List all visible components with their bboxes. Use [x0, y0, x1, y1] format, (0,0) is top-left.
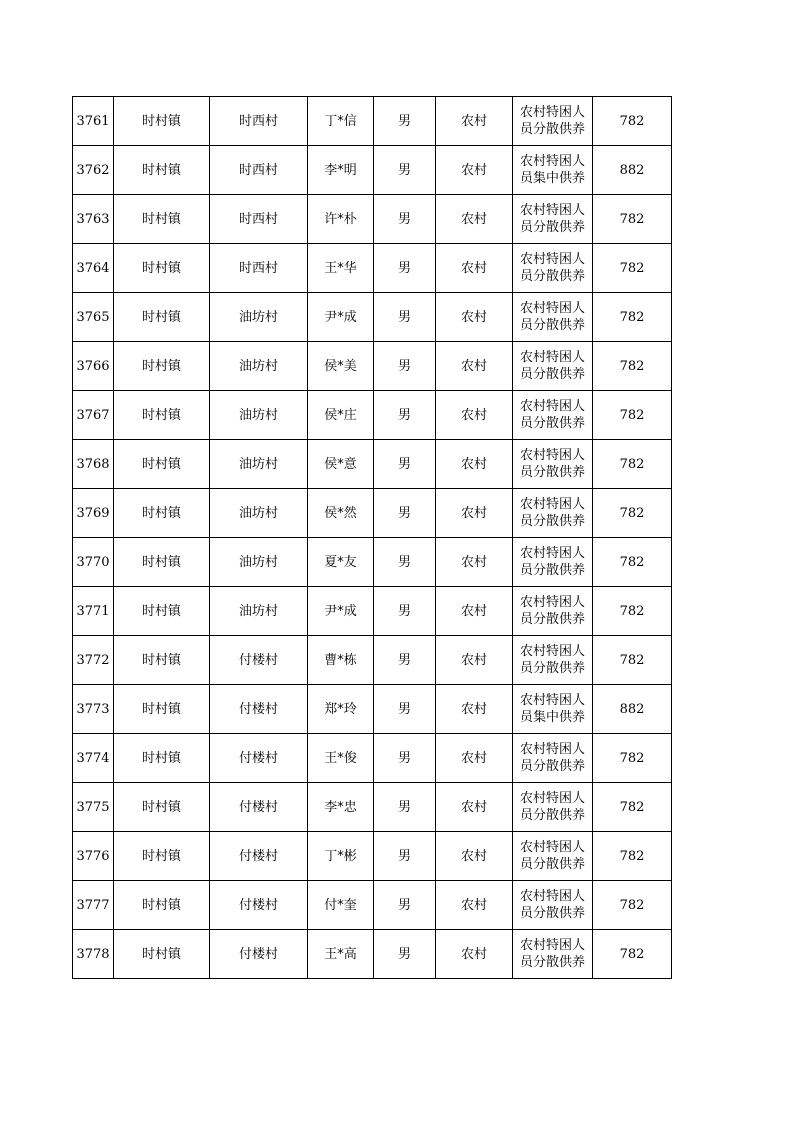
record-id-cell: 3772	[73, 636, 114, 685]
record-id-cell: 3773	[73, 685, 114, 734]
town-cell: 时村镇	[114, 195, 210, 244]
village-cell: 油坊村	[210, 342, 308, 391]
table-row	[73, 783, 672, 832]
support-type-label: 农村特困人员分散供养	[519, 546, 585, 578]
person-name-cell: 丁*信	[308, 97, 374, 146]
village-cell: 油坊村	[210, 440, 308, 489]
record-id-cell: 3774	[73, 734, 114, 783]
table-row	[73, 538, 672, 587]
gender-cell: 男	[374, 440, 436, 489]
support-type-cell	[513, 97, 593, 146]
area-type-cell: 农村	[436, 881, 513, 930]
support-type-label: 农村特困人员分散供养	[519, 644, 585, 676]
village-cell: 油坊村	[210, 391, 308, 440]
table-body	[73, 97, 672, 979]
support-type-cell	[513, 636, 593, 685]
person-name-cell: 侯*然	[308, 489, 374, 538]
gender-cell: 男	[374, 881, 436, 930]
village-cell: 油坊村	[210, 489, 308, 538]
area-type-cell: 农村	[436, 97, 513, 146]
amount-cell: 782	[593, 832, 672, 881]
gender-cell: 男	[374, 244, 436, 293]
village-cell: 付楼村	[210, 734, 308, 783]
person-name-cell: 侯*庄	[308, 391, 374, 440]
village-cell: 付楼村	[210, 881, 308, 930]
person-name-cell: 曹*栋	[308, 636, 374, 685]
support-type-label: 农村特困人员分散供养	[519, 252, 585, 284]
amount-cell: 782	[593, 293, 672, 342]
area-type-cell: 农村	[436, 734, 513, 783]
record-id-cell: 3764	[73, 244, 114, 293]
table-row	[73, 97, 672, 146]
area-type-cell: 农村	[436, 146, 513, 195]
record-id-cell: 3765	[73, 293, 114, 342]
amount-cell: 782	[593, 587, 672, 636]
area-type-cell: 农村	[436, 195, 513, 244]
gender-cell: 男	[374, 734, 436, 783]
support-type-cell	[513, 832, 593, 881]
gender-cell: 男	[374, 342, 436, 391]
area-type-cell: 农村	[436, 342, 513, 391]
village-cell: 时西村	[210, 195, 308, 244]
person-name-cell: 郑*玲	[308, 685, 374, 734]
area-type-cell: 农村	[436, 440, 513, 489]
support-type-cell	[513, 783, 593, 832]
person-name-cell: 李*明	[308, 146, 374, 195]
amount-cell: 782	[593, 195, 672, 244]
village-cell: 付楼村	[210, 930, 308, 979]
town-cell: 时村镇	[114, 489, 210, 538]
support-type-cell	[513, 734, 593, 783]
amount-cell: 782	[593, 489, 672, 538]
town-cell: 时村镇	[114, 636, 210, 685]
person-name-cell: 尹*成	[308, 587, 374, 636]
support-type-cell	[513, 146, 593, 195]
area-type-cell: 农村	[436, 832, 513, 881]
table-row	[73, 342, 672, 391]
area-type-cell: 农村	[436, 587, 513, 636]
area-type-cell: 农村	[436, 538, 513, 587]
village-cell: 时西村	[210, 97, 308, 146]
amount-cell: 882	[593, 146, 672, 195]
area-type-cell: 农村	[436, 391, 513, 440]
area-type-cell: 农村	[436, 783, 513, 832]
gender-cell: 男	[374, 930, 436, 979]
town-cell: 时村镇	[114, 783, 210, 832]
gender-cell: 男	[374, 195, 436, 244]
town-cell: 时村镇	[114, 881, 210, 930]
table-row	[73, 146, 672, 195]
table-row	[73, 293, 672, 342]
support-type-label: 农村特困人员分散供养	[519, 301, 585, 333]
gender-cell: 男	[374, 587, 436, 636]
person-name-cell: 侯*意	[308, 440, 374, 489]
amount-cell: 782	[593, 930, 672, 979]
area-type-cell: 农村	[436, 685, 513, 734]
person-name-cell: 侯*美	[308, 342, 374, 391]
support-type-cell	[513, 881, 593, 930]
support-type-cell	[513, 244, 593, 293]
support-type-label: 农村特困人员分散供养	[519, 350, 585, 382]
person-name-cell: 夏*友	[308, 538, 374, 587]
village-cell: 油坊村	[210, 538, 308, 587]
amount-cell: 782	[593, 734, 672, 783]
support-type-label: 农村特困人员分散供养	[519, 203, 585, 235]
town-cell: 时村镇	[114, 440, 210, 489]
village-cell: 油坊村	[210, 293, 308, 342]
village-cell: 付楼村	[210, 832, 308, 881]
table-row	[73, 391, 672, 440]
village-cell: 时西村	[210, 146, 308, 195]
table-row	[73, 636, 672, 685]
support-type-label: 农村特困人员分散供养	[519, 742, 585, 774]
town-cell: 时村镇	[114, 538, 210, 587]
record-id-cell: 3762	[73, 146, 114, 195]
person-name-cell: 王*高	[308, 930, 374, 979]
gender-cell: 男	[374, 538, 436, 587]
table-row	[73, 734, 672, 783]
support-type-label: 农村特困人员分散供养	[519, 791, 585, 823]
amount-cell: 782	[593, 783, 672, 832]
town-cell: 时村镇	[114, 685, 210, 734]
record-id-cell: 3763	[73, 195, 114, 244]
amount-cell: 782	[593, 636, 672, 685]
support-type-cell	[513, 440, 593, 489]
person-name-cell: 王*华	[308, 244, 374, 293]
record-id-cell: 3761	[73, 97, 114, 146]
table-row	[73, 587, 672, 636]
town-cell: 时村镇	[114, 342, 210, 391]
support-type-cell	[513, 587, 593, 636]
gender-cell: 男	[374, 489, 436, 538]
support-type-label: 农村特困人员分散供养	[519, 448, 585, 480]
village-cell: 付楼村	[210, 636, 308, 685]
village-cell: 油坊村	[210, 587, 308, 636]
town-cell: 时村镇	[114, 244, 210, 293]
town-cell: 时村镇	[114, 391, 210, 440]
gender-cell: 男	[374, 391, 436, 440]
support-type-cell	[513, 538, 593, 587]
support-type-label: 农村特困人员分散供养	[519, 938, 585, 970]
support-type-cell	[513, 293, 593, 342]
gender-cell: 男	[374, 783, 436, 832]
record-id-cell: 3770	[73, 538, 114, 587]
record-id-cell: 3767	[73, 391, 114, 440]
town-cell: 时村镇	[114, 930, 210, 979]
record-id-cell: 3768	[73, 440, 114, 489]
table-row	[73, 244, 672, 293]
gender-cell: 男	[374, 97, 436, 146]
record-id-cell: 3766	[73, 342, 114, 391]
person-name-cell: 丁*彬	[308, 832, 374, 881]
town-cell: 时村镇	[114, 587, 210, 636]
town-cell: 时村镇	[114, 832, 210, 881]
amount-cell: 782	[593, 881, 672, 930]
village-cell: 付楼村	[210, 685, 308, 734]
record-id-cell: 3776	[73, 832, 114, 881]
town-cell: 时村镇	[114, 293, 210, 342]
table-row	[73, 881, 672, 930]
person-name-cell: 许*朴	[308, 195, 374, 244]
support-type-label: 农村特困人员分散供养	[519, 399, 585, 431]
person-name-cell: 付*奎	[308, 881, 374, 930]
area-type-cell: 农村	[436, 244, 513, 293]
beneficiary-table	[72, 96, 672, 979]
support-type-label: 农村特困人员分散供养	[519, 105, 585, 137]
support-type-cell	[513, 195, 593, 244]
amount-cell: 782	[593, 538, 672, 587]
person-name-cell: 尹*成	[308, 293, 374, 342]
support-type-cell	[513, 391, 593, 440]
amount-cell: 782	[593, 342, 672, 391]
support-type-label: 农村特困人员分散供养	[519, 595, 585, 627]
town-cell: 时村镇	[114, 97, 210, 146]
support-type-label: 农村特困人员分散供养	[519, 889, 585, 921]
amount-cell: 782	[593, 440, 672, 489]
gender-cell: 男	[374, 146, 436, 195]
area-type-cell: 农村	[436, 930, 513, 979]
area-type-cell: 农村	[436, 489, 513, 538]
table-row	[73, 489, 672, 538]
village-cell: 付楼村	[210, 783, 308, 832]
record-id-cell: 3769	[73, 489, 114, 538]
support-type-label: 农村特困人员分散供养	[519, 497, 585, 529]
table-row	[73, 195, 672, 244]
amount-cell: 782	[593, 391, 672, 440]
support-type-label: 农村特困人员集中供养	[519, 693, 585, 725]
record-id-cell: 3777	[73, 881, 114, 930]
area-type-cell: 农村	[436, 636, 513, 685]
town-cell: 时村镇	[114, 146, 210, 195]
record-id-cell: 3771	[73, 587, 114, 636]
amount-cell: 782	[593, 97, 672, 146]
amount-cell: 782	[593, 244, 672, 293]
support-type-cell	[513, 930, 593, 979]
table-row	[73, 832, 672, 881]
record-id-cell: 3775	[73, 783, 114, 832]
support-type-label: 农村特困人员集中供养	[519, 154, 585, 186]
gender-cell: 男	[374, 636, 436, 685]
gender-cell: 男	[374, 685, 436, 734]
amount-cell: 882	[593, 685, 672, 734]
table-row	[73, 440, 672, 489]
town-cell: 时村镇	[114, 734, 210, 783]
person-name-cell: 王*俊	[308, 734, 374, 783]
support-type-cell	[513, 685, 593, 734]
area-type-cell: 农村	[436, 293, 513, 342]
gender-cell: 男	[374, 293, 436, 342]
table-row	[73, 930, 672, 979]
person-name-cell: 李*忠	[308, 783, 374, 832]
record-id-cell: 3778	[73, 930, 114, 979]
gender-cell: 男	[374, 832, 436, 881]
support-type-cell	[513, 342, 593, 391]
table-row	[73, 685, 672, 734]
village-cell: 时西村	[210, 244, 308, 293]
support-type-cell	[513, 489, 593, 538]
support-type-label: 农村特困人员分散供养	[519, 840, 585, 872]
